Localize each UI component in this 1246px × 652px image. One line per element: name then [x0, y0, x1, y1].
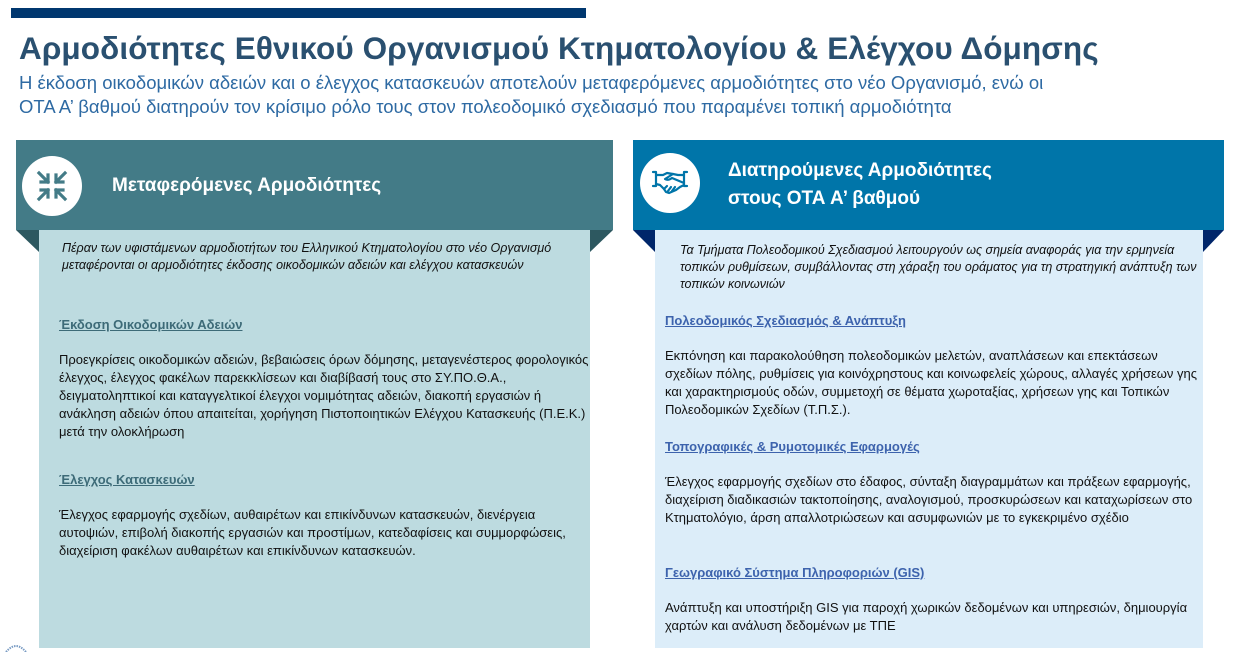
panel-title-line: Διατηρούμενες Αρμοδιότητες [728, 160, 992, 181]
icon-badge [22, 156, 82, 216]
section-heading-link[interactable]: Έκδοση Οικοδομικών Αδειών [59, 317, 243, 332]
section-heading-link[interactable]: Πολεοδομικός Σχεδιασμός & Ανάπτυξη [665, 313, 906, 328]
icon-badge [640, 153, 700, 213]
subtitle-line: Η έκδοση οικοδομικών αδειών και ο έλεγχος κατασκευών αποτελούν μεταφερόμενες αρμοδιότητες στο νέο Οργανισμό, ενώ οι [19, 72, 1044, 93]
panel-title [728, 157, 992, 213]
panel-intro: Τα Τμήματα Πολεοδομικού Σχεδιασμού λειτουργούν ως σημεία αναφοράς για την ερμηνεία τοπικών ρυθμίσεων, συμβάλλοντας στη χάραξη του οράματος για τη στρατηγική ανάπτυξη των τοπικών κοινωνιών [680, 243, 1197, 291]
emblem-logo-icon [4, 640, 28, 652]
section-heading-link[interactable]: Γεωγραφικό Σύστημα Πληροφοριών (GIS) [665, 565, 925, 580]
section-topographic-applications [665, 438, 1200, 527]
section-urban-planning [665, 312, 1200, 419]
handshake-icon [651, 168, 689, 198]
section-text: Προεγκρίσεις οικοδομικών αδειών, βεβαιώσεις όρων δόμησης, μεταγενέστερος φορολογικός έλεγχος, έλεγχος φακέλων παρεκκλίσεων και διαβίβασή τους στο ΣΥ.ΠΟ.Θ.Α., δειγματοληπτικοί και καταγγελτικοί έλεγχοι νομιμότητας αδειών, διακοπή εργασιών ή ανάκληση αδειών όπου απαιτείται, χορήγηση Πιστοποιητικών Ελέγχου Κατασκευής (Π.Ε.Κ.) μετά την ολοκλήρωση [59, 352, 589, 439]
section-construction-control [59, 471, 594, 560]
section-heading-link[interactable]: Έλεγχος Κατασκευών [59, 472, 195, 487]
page-subtitle [19, 71, 1246, 119]
page-title: Αρμοδιότητες Εθνικού Οργανισμού Κτηματολογίου & Ελέγχου Δόμησης [19, 30, 1099, 66]
compress-arrows-icon [35, 169, 69, 203]
section-text: Έλεγχος εφαρμογής σχεδίων στο έδαφος, σύνταξη διαγραμμάτων και πράξεων εφαρμογής, διαχείριση διαδικασιών τακτοποίησης, αναλογισμού, προσκυρώσεων και καταχωρίσεων στο Κτηματολόγιο, άρση απαλλοτριώσεων και ασυμφωνιών με το εγκεκριμένο σχέδιο [665, 474, 1193, 525]
ribbon-fold [1203, 230, 1224, 252]
ribbon-fold [16, 230, 39, 252]
section-heading-link[interactable]: Τοπογραφικές & Ρυμοτομικές Εφαρμογές [665, 439, 920, 454]
panel-title-line: στους ΟΤΑ Α’ βαθμού [728, 188, 921, 209]
section-text: Έλεγχος εφαρμογής σχεδίων, αυθαιρέτων και επικίνδυνων κατασκευών, διενέργεια αυτοψιών, επιβολή διακοπής εργασιών και προστίμων, κατεδαφίσεις και συμμορφώσεις, διαχείριση φακέλων αυθαιρέτων και επικίνδυνων κατασκευών. [59, 507, 566, 558]
section-gis [665, 564, 1200, 635]
transferred-competences-body [39, 230, 590, 648]
retained-competences-body [655, 230, 1203, 648]
ribbon-fold [633, 230, 655, 252]
section-text: Ανάπτυξη και υποστήριξη GIS για παροχή χωρικών δεδομένων και υπηρεσιών, δημιουργία χαρτών και ανάλυση δεδομένων με ΤΠΕ [665, 600, 1188, 633]
subtitle-line: ΟΤΑ Α’ βαθμού διατηρούν τον κρίσιμο ρόλο τους στον πολεοδομικό σχεδιασμό που παραμένει τοπική αρμοδιότητα [19, 96, 952, 117]
ribbon-fold [590, 230, 613, 252]
retained-competences-header [633, 140, 1224, 230]
panel-intro: Πέραν των υφιστάμενων αρμοδιοτήτων του Ελληνικού Κτηματολογίου στο νέο Οργανισμό μεταφέρονται οι αρμοδιότητες έκδοσης οικοδομικών αδειών και ελέγχου κατασκευών [62, 241, 552, 272]
top-accent-bar [11, 8, 586, 18]
transferred-competences-header [16, 140, 613, 230]
section-building-permits [59, 316, 594, 441]
panel-title: Μεταφερόμενες Αρμοδιότητες [112, 175, 382, 196]
section-text: Εκπόνηση και παρακολούθηση πολεοδομικών μελετών, αναπλάσεων και επεκτάσεων σχεδίων πόλης, ρυθμίσεις για κοινόχρηστους και κοινωφελείς χώρους, αλλαγές χρήσεων γης και χαρακτηρισμούς οδών, συμμετοχή σε θέματα χωροταξίας, χρήσεων γης και Τοπικών Πολεοδομικών Σχεδίων (Τ.Π.Σ.). [665, 348, 1198, 417]
